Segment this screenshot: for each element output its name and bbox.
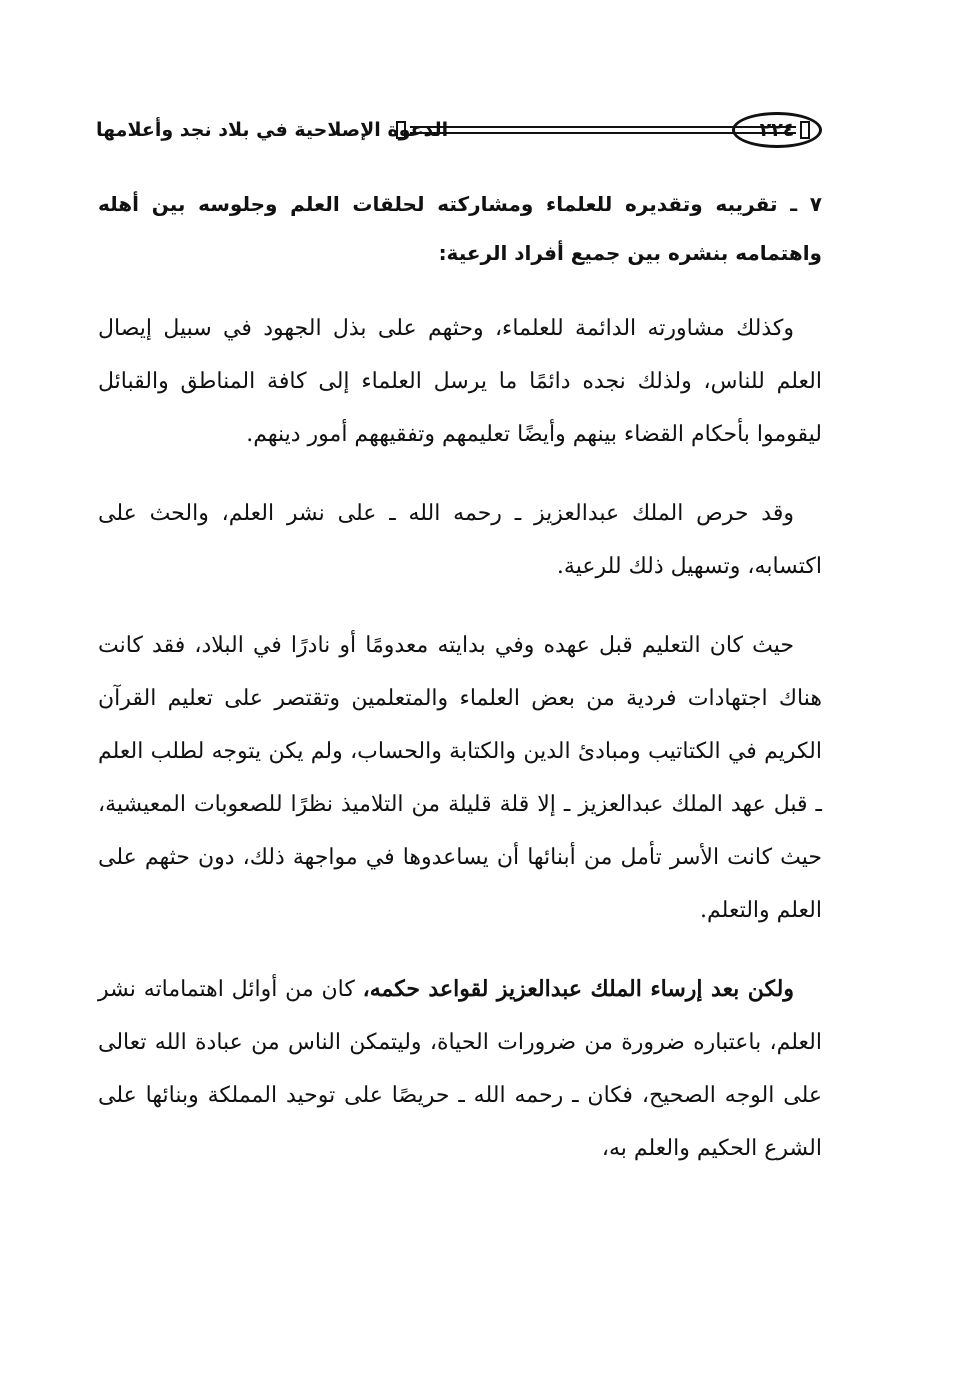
page-body — [98, 180, 822, 1175]
paragraph-4 — [98, 963, 822, 1175]
page-header — [96, 112, 822, 152]
paragraph-4-text: كان من أوائل اهتماماته نشر العلم، باعتباره ضرورة من ضرورات الحياة، وليتمكن الناس من عبادة الله تعالى على الوجه الصحيح، فكان ـ رحمه الله ـ حريصًا على توحيد المملكة وبنائها على الشرع الحكيم والعلم به، — [98, 977, 822, 1161]
rule-box-left — [396, 121, 406, 139]
paragraph-1: وكذلك مشاورته الدائمة للعلماء، وحثهم على بذل الجهود في سبيل إيصال العلم للناس، ولذلك نجده دائمًا ما يرسل العلماء إلى كافة المناطق والقبائل ليقوموا بأحكام القضاء بينهم وأيضًا تعليمهم وتفقيههم أمور دينهم. — [98, 316, 822, 447]
section-heading: ٧ ـ تقريبه وتقديره للعلماء ومشاركته لحلقات العلم وجلوسه بين أهله واهتمامه بنشره بين جميع أفراد الرعية: — [98, 192, 822, 265]
page-number: ٢٢٤ — [732, 112, 822, 148]
running-title: الدعوة الإصلاحية في بلاد نجد وأعلامها — [96, 119, 449, 141]
paragraph-3: حيث كان التعليم قبل عهده وفي بدايته معدومًا أو نادرًا في البلاد، فقد كانت هناك اجتهادات فردية من بعض العلماء والمتعلمين وتقتصر على تعليم القرآن الكريم في الكتاتيب ومبادئ الدين والكتابة والحساب، ولم يكن يتوجه لطلب العلم ـ قبل عهد الملك عبدالعزيز ـ إلا قلة قليلة من التلاميذ نظرًا للصعوبات المعيشية، حيث كانت الأسر تأمل من أبنائها أن يساعدوها في مواجهة ذلك، دون حثهم على العلم والتعلم. — [98, 633, 822, 923]
paragraph-4-bold-lead: ولكن بعد إرساء الملك عبدالعزيز لقواعد حكمه، — [362, 976, 794, 1002]
paragraph-2: وقد حرص الملك عبدالعزيز ـ رحمه الله ـ على نشر العلم، والحث على اكتسابه، وتسهيل ذلك للرعية. — [98, 501, 822, 579]
